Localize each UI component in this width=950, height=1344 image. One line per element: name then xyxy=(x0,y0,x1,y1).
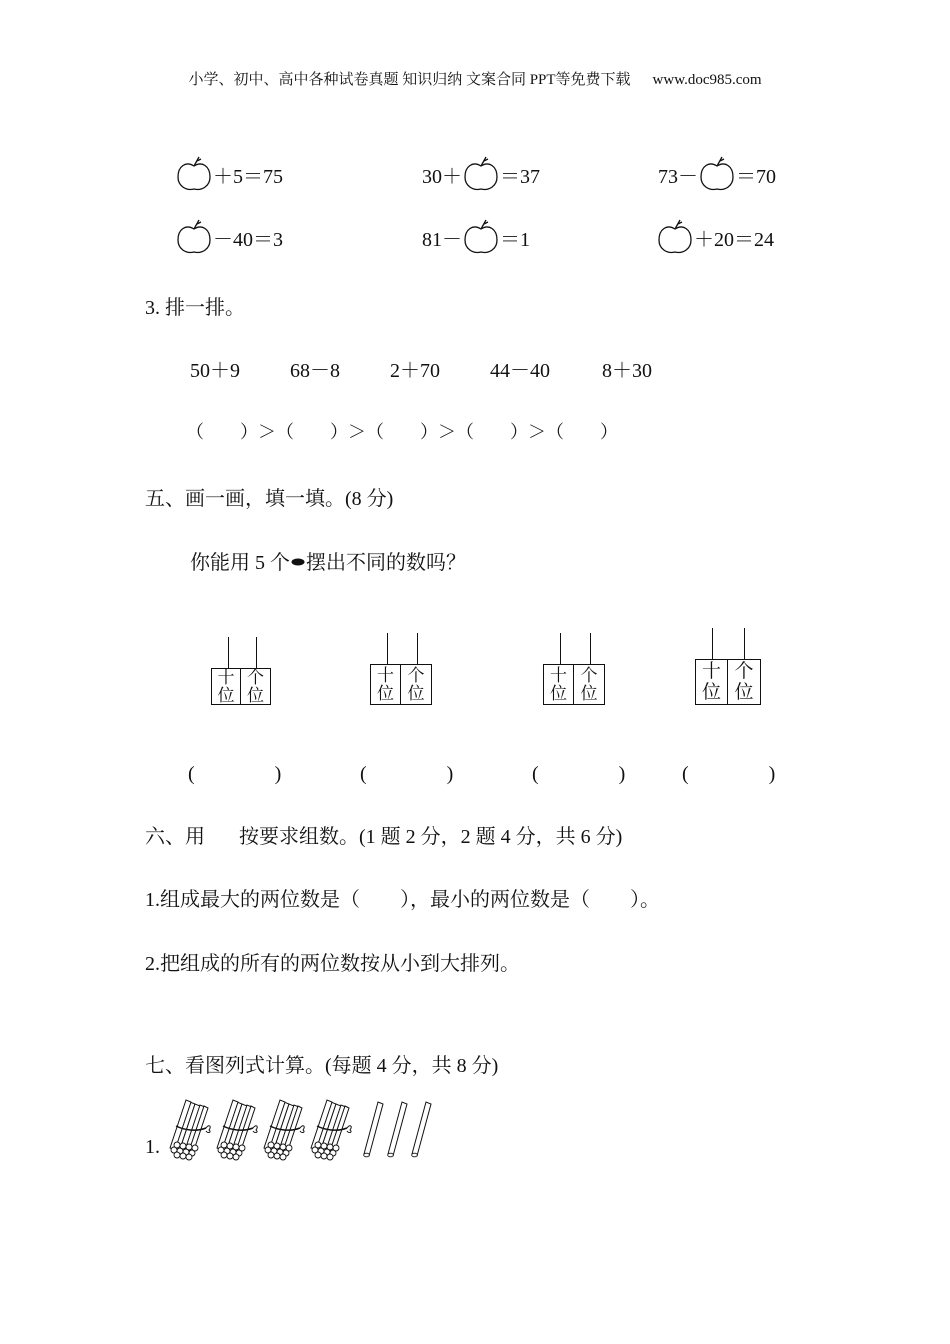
section6-title xyxy=(145,820,622,849)
apple-equation xyxy=(422,219,530,255)
section6-q2: 2.把组成的所有的两位数按从小到大排列。 xyxy=(145,953,520,975)
section7-q1-number: 1. xyxy=(145,1136,160,1158)
ones-rod xyxy=(256,637,257,669)
answer-blank[interactable]: ( ) xyxy=(682,763,776,785)
bead-icon xyxy=(291,556,305,566)
sticks-figure xyxy=(168,1098,438,1164)
q3-order-blanks[interactable]: （ ）＞（ ）＞（ ）＞（ ）＞（ ） xyxy=(186,422,618,442)
tens-char: 十 xyxy=(701,661,721,682)
abacus[interactable] xyxy=(211,637,271,705)
equation-suffix: ＋5＝75 xyxy=(213,165,283,188)
stick-bundle xyxy=(311,1100,351,1160)
tens-label xyxy=(212,669,241,704)
equation-prefix: 30＋ xyxy=(422,165,462,188)
equation-prefix: 81－ xyxy=(422,228,462,251)
apple-icon xyxy=(699,156,735,192)
q3-expression: 44－40 xyxy=(490,360,550,382)
equation-prefix: 73－ xyxy=(658,165,698,188)
stick-bundle xyxy=(264,1100,304,1160)
single-stick xyxy=(412,1102,431,1157)
ones-rod xyxy=(590,633,591,665)
abacus-base xyxy=(695,659,761,705)
equation-suffix: ＝1 xyxy=(500,228,530,251)
ones-char: 个 xyxy=(247,667,264,687)
place-char: 位 xyxy=(377,683,394,703)
tens-rod xyxy=(712,628,713,660)
apple-equation xyxy=(656,219,774,255)
apple-equation xyxy=(422,156,540,192)
abacus-base xyxy=(370,664,432,705)
apple-icon xyxy=(176,156,212,192)
answer-blank[interactable]: ( ) xyxy=(360,763,454,785)
ones-label xyxy=(241,669,270,704)
ones-label xyxy=(574,665,604,704)
place-char: 位 xyxy=(407,683,425,703)
tens-rod xyxy=(560,633,561,665)
tens-char: 十 xyxy=(377,665,394,685)
ones-char: 个 xyxy=(734,661,754,682)
place-char: 位 xyxy=(734,682,754,703)
equation-suffix: ＝37 xyxy=(500,165,540,188)
apple-icon xyxy=(176,219,212,255)
abacus[interactable] xyxy=(543,633,605,705)
single-stick xyxy=(388,1102,407,1157)
abacus-base xyxy=(211,668,271,705)
ones-char: 个 xyxy=(407,665,425,685)
place-char: 位 xyxy=(580,683,598,703)
q3-expression: 8＋30 xyxy=(602,360,652,382)
title-start: 六、用 xyxy=(145,826,205,848)
header-url: www.doc985.com xyxy=(652,72,762,88)
tens-char: 十 xyxy=(550,665,567,685)
equation-suffix: －40＝3 xyxy=(213,228,283,251)
abacus-base xyxy=(543,664,605,705)
ones-char: 个 xyxy=(580,665,598,685)
apple-equation xyxy=(658,156,776,192)
header-text: 小学、初中、高中各种试卷真题 知识归纳 文案合同 PPT等免费下载 xyxy=(188,72,631,88)
section5-prompt xyxy=(190,546,466,575)
answer-blank[interactable]: ( ) xyxy=(188,763,282,785)
section5-title: 五、画一画，填一填。(8 分) xyxy=(145,488,394,510)
tens-rod xyxy=(228,637,229,669)
place-char: 位 xyxy=(217,685,235,705)
apple-icon xyxy=(463,219,499,255)
ones-rod xyxy=(417,633,418,665)
place-char: 位 xyxy=(247,685,264,705)
q3-title: 3. 排一排。 xyxy=(145,297,245,319)
apple-icon xyxy=(463,156,499,192)
answer-blank[interactable]: ( ) xyxy=(532,763,626,785)
tens-rod xyxy=(387,633,388,665)
apple-equation xyxy=(175,156,283,192)
ones-rod xyxy=(744,628,745,660)
single-stick xyxy=(364,1102,383,1157)
q3-expression: 50＋9 xyxy=(190,360,240,382)
place-char: 位 xyxy=(550,683,567,703)
apple-icon xyxy=(657,219,693,255)
q3-expression: 68－8 xyxy=(290,360,340,382)
abacus[interactable] xyxy=(370,633,432,705)
q3-expression: 2＋70 xyxy=(390,360,440,382)
stick-bundle xyxy=(217,1100,257,1160)
abacus[interactable] xyxy=(695,628,761,705)
place-char: 位 xyxy=(701,682,721,703)
tens-label xyxy=(371,665,401,704)
equation-suffix: ＝70 xyxy=(736,165,776,188)
ones-label xyxy=(401,665,431,704)
prompt-start: 你能用 5 个 xyxy=(190,552,290,574)
sticks-drawing xyxy=(168,1098,438,1164)
section7-title: 七、看图列式计算。(每题 4 分，共 8 分) xyxy=(145,1055,499,1077)
tens-label xyxy=(696,660,728,704)
equation-suffix: ＋20＝24 xyxy=(694,228,774,251)
title-end: 按要求组数。(1 题 2 分，2 题 4 分，共 6 分) xyxy=(239,826,623,848)
prompt-end: 摆出不同的数吗？ xyxy=(306,552,466,574)
apple-equation xyxy=(175,219,283,255)
stick-bundle xyxy=(170,1100,210,1160)
tens-char: 十 xyxy=(217,667,235,687)
page-header xyxy=(0,68,950,89)
tens-label xyxy=(544,665,574,704)
ones-label xyxy=(728,660,760,704)
section6-q1: 1.组成最大的两位数是（ ），最小的两位数是（ ）。 xyxy=(145,889,660,911)
